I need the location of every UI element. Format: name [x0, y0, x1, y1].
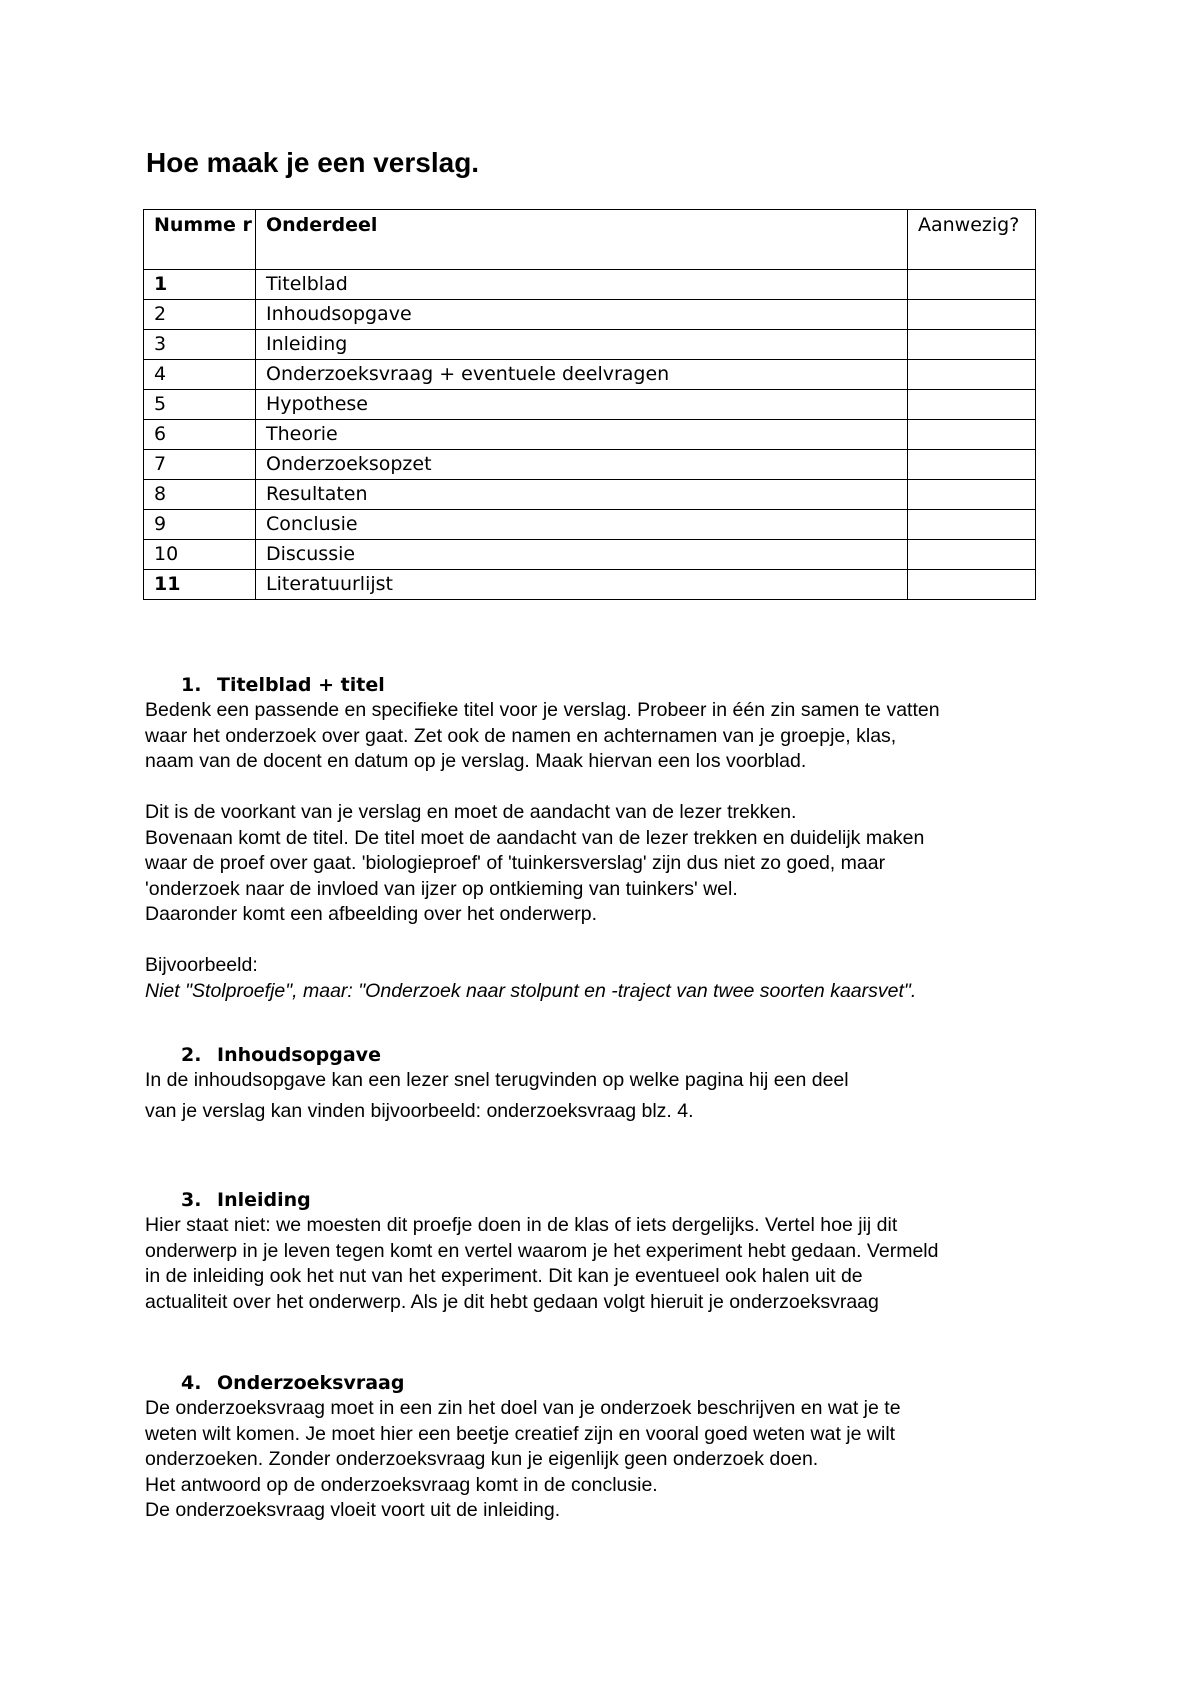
row-number: 4	[144, 360, 256, 390]
section-number: 4.	[181, 1372, 202, 1394]
body-line: weten wilt komen. Je moet hier een beetje creatief zijn en vooral goed weten wat je wilt	[145, 1422, 896, 1445]
section-inleiding	[145, 1188, 1065, 1315]
body-line: Het antwoord op de onderzoeksvraag komt in de conclusie.	[145, 1473, 658, 1496]
section-number: 3.	[181, 1189, 202, 1211]
table-row	[144, 270, 1036, 300]
row-item: Conclusie	[256, 510, 908, 540]
table-row	[144, 300, 1036, 330]
row-item: Hypothese	[256, 390, 908, 420]
body-line: 'onderzoek naar de invloed van ijzer op ontkieming van tuinkers' wel.	[145, 877, 738, 900]
section-title: Titelblad + titel	[217, 674, 385, 696]
body-line: van je verslag kan vinden bijvoorbeeld: onderzoeksvraag blz. 4.	[145, 1099, 694, 1122]
section-title: Inleiding	[217, 1189, 311, 1211]
document-title: Hoe maak je een verslag.	[146, 147, 480, 178]
body-line: onderwerp in je leven tegen komt en vertel waarom je het experiment hebt gedaan. Vermeld	[145, 1239, 939, 1262]
section-number: 1.	[181, 674, 202, 696]
row-item: Onderzoeksvraag + eventuele deelvragen	[256, 360, 908, 390]
row-number: 5	[144, 390, 256, 420]
row-present-cell[interactable]	[908, 300, 1036, 330]
row-item: Titelblad	[256, 270, 908, 300]
checklist-table	[143, 209, 1036, 600]
body-line: Dit is de voorkant van je verslag en moet de aandacht van de lezer trekken.	[145, 801, 797, 823]
section-heading	[145, 673, 1065, 698]
row-number: 10	[144, 540, 256, 570]
section-title: Onderzoeksvraag	[217, 1372, 405, 1394]
section-heading	[145, 1043, 1065, 1068]
row-number: 11	[144, 570, 256, 600]
row-present-cell[interactable]	[908, 480, 1036, 510]
header-number: Numme r	[144, 210, 256, 270]
row-number: 8	[144, 480, 256, 510]
row-number: 7	[144, 450, 256, 480]
body-line: in de inleiding ook het nut van het experiment. Dit kan je eventueel ook halen uit de	[145, 1265, 863, 1287]
header-part: Onderdeel	[256, 210, 908, 270]
row-item: Literatuurlijst	[256, 570, 908, 600]
row-present-cell[interactable]	[908, 420, 1036, 450]
row-present-cell[interactable]	[908, 390, 1036, 420]
body-line: De onderzoeksvraag vloeit voort uit de inleiding.	[145, 1499, 561, 1521]
row-item: Discussie	[256, 540, 908, 570]
table-row	[144, 390, 1036, 420]
table-row	[144, 450, 1036, 480]
section-number: 2.	[181, 1044, 202, 1066]
row-item: Theorie	[256, 420, 908, 450]
row-present-cell[interactable]	[908, 540, 1036, 570]
body-line: In de inhoudsopgave kan een lezer snel terugvinden op welke pagina hij een deel	[145, 1069, 849, 1091]
section-inhoudsopgave	[145, 1043, 1065, 1124]
body-line: Bijvoorbeeld:	[145, 954, 258, 976]
table-row	[144, 330, 1036, 360]
row-number: 1	[144, 270, 256, 300]
row-present-cell[interactable]	[908, 510, 1036, 540]
table-row	[144, 540, 1036, 570]
body-line: De onderzoeksvraag moet in een zin het doel van je onderzoek beschrijven en wat je te	[145, 1397, 901, 1419]
section-heading	[145, 1188, 1065, 1213]
row-item: Onderzoeksopzet	[256, 450, 908, 480]
body-line: onderzoeken. Zonder onderzoeksvraag kun je eigenlijk geen onderzoek doen.	[145, 1448, 819, 1470]
table-header-row	[144, 210, 1036, 270]
row-number: 3	[144, 330, 256, 360]
table-row	[144, 420, 1036, 450]
table-row	[144, 360, 1036, 390]
row-present-cell[interactable]	[908, 330, 1036, 360]
row-item: Resultaten	[256, 480, 908, 510]
body-line: Daaronder komt een afbeelding over het onderwerp.	[145, 903, 598, 925]
section-titelblad	[145, 673, 1065, 1004]
row-number: 6	[144, 420, 256, 450]
section-onderzoeksvraag	[145, 1371, 1065, 1524]
body-line: naam van de docent en datum op je verslag. Maak hiervan een los voorblad.	[145, 750, 807, 772]
row-item: Inleiding	[256, 330, 908, 360]
row-present-cell[interactable]	[908, 360, 1036, 390]
row-item: Inhoudsopgave	[256, 300, 908, 330]
body-line: Bedenk een passende en specifieke titel voor je verslag. Probeer in één zin samen te vatten	[145, 699, 940, 721]
table-row	[144, 570, 1036, 600]
row-present-cell[interactable]	[908, 270, 1036, 300]
body-line: Hier staat niet: we moesten dit proefje doen in de klas of iets dergelijks. Vertel hoe jij dit	[145, 1214, 898, 1236]
body-line: actualiteit over het onderwerp. Als je dit hebt gedaan volgt hieruit je onderzoeksvraag	[145, 1290, 879, 1313]
table-row	[144, 480, 1036, 510]
row-number: 2	[144, 300, 256, 330]
body-line: Bovenaan komt de titel. De titel moet de aandacht van de lezer trekken en duidelijk maken	[145, 826, 925, 849]
header-present: Aanwezig?	[908, 210, 1036, 270]
body-line: waar de proef over gaat. 'biologieproef' of 'tuinkersverslag' zijn dus niet zo goed, maar	[145, 852, 886, 874]
body-line: waar het onderzoek over gaat. Zet ook de namen en achternamen van je groepje, klas,	[145, 724, 897, 747]
row-present-cell[interactable]	[908, 450, 1036, 480]
section-heading	[145, 1371, 1065, 1396]
row-present-cell[interactable]	[908, 570, 1036, 600]
section-title: Inhoudsopgave	[217, 1044, 381, 1066]
example-line: Niet "Stolproefje", maar: "Onderzoek naar stolpunt en -traject van twee soorten kaarsvet".	[145, 979, 917, 1002]
row-number: 9	[144, 510, 256, 540]
table-row	[144, 510, 1036, 540]
